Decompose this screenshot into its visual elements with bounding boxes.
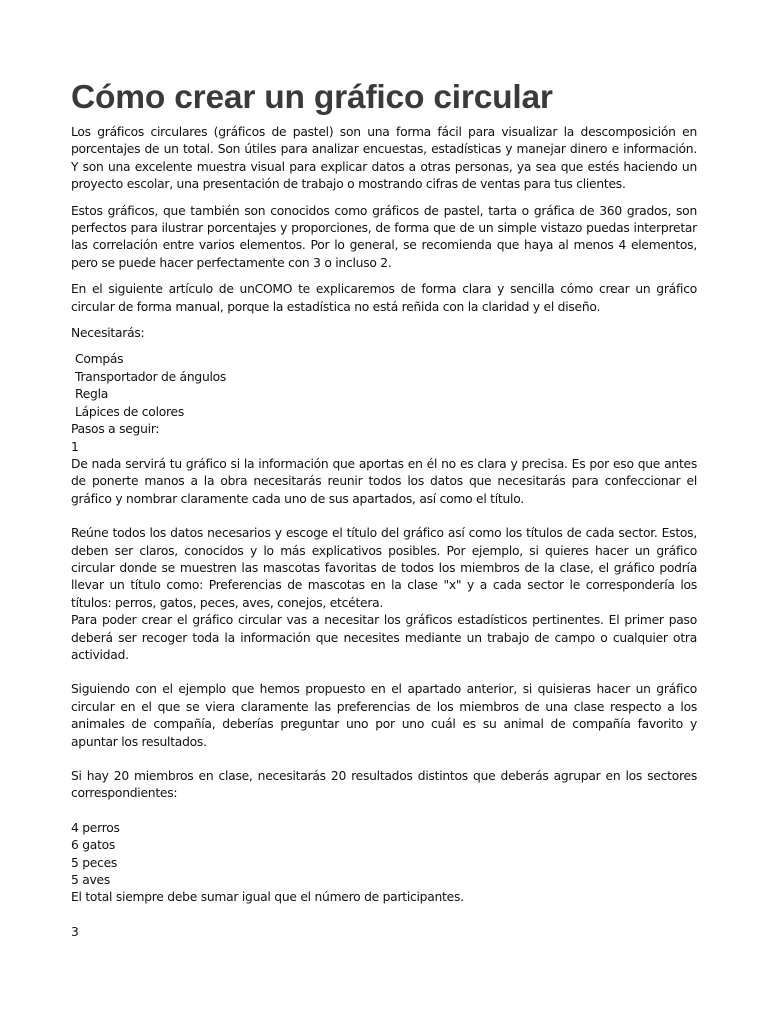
intro-paragraph-2: Estos gráficos, que también son conocidos como gráficos de pastel, tarta o gráfica de 360 grados, son perfectos para ilustrar porcentajes y proporciones, de forma que de un simple vistazo puedas interpretar las correlación entre varios elementos. Por lo general, se recomienda que haya al menos 4 elementos, pero se puede hacer perfectamente con 3 o incluso 2. [71, 203, 697, 270]
list-item: 6 gatos [71, 838, 116, 853]
step1-paragraph-2: Reúne todos los datos necesarios y escoge el título del gráfico así como los títulos de cada sector. Estos, deben ser claros, conocidos y lo más explicativos posibles. Por ejemplo, si quieres hacer un gráfico circular donde se muestren las mascotas favoritas de todos los miembros de la clase, el gráfico podría llevar un título como: Preferencias de mascotas en la clase "x" y a cada sector le correspondería los títulos: perros, gatos, peces, aves, conejos, etcétera. [71, 526, 697, 610]
article-body [71, 124, 697, 941]
list-item: Lápices de colores [75, 404, 185, 419]
needs-list [71, 351, 697, 421]
list-item: Transportador de ángulos [75, 369, 227, 384]
list-item: Regla [75, 387, 109, 402]
list-item: 4 perros [71, 820, 120, 835]
step1-paragraph-4: Siguiendo con el ejemplo que hemos propuesto en el apartado anterior, si quisieras hacer un gráfico circular en el que se viera claramente las preferencias de los miembros de una clase respecto a los animales de compañía, deberías preguntar uno por uno cuál es su animal de compañía favorito y apuntar los resultados. [71, 682, 697, 749]
list-item: Compás [75, 352, 124, 367]
step-number: 3 [71, 924, 79, 939]
step-number: 1 [71, 439, 79, 454]
list-item: 5 aves [71, 873, 111, 888]
needs-label: Necesitarás: [71, 326, 145, 341]
step1-paragraph-5: Si hay 20 miembros en clase, necesitarás 20 resultados distintos que deberás agrupar en los sectores correspondientes: [71, 769, 697, 801]
step1-paragraph-1: De nada servirá tu gráfico si la información que aportas en él no es clara y precisa. Es por eso que antes de ponerte manos a la obra necesitarás reunir todos los datos que necesitarás para confeccionar el gráfico y nombrar claramente cada uno de sus apartados, así como el título. [71, 456, 697, 506]
steps-label: Pasos a seguir: [71, 422, 160, 437]
intro-paragraph-3: En el siguiente artículo de unCOMO te explicaremos de forma clara y sencilla cómo crear un gráfico circular de forma manual, porque la estadística no está reñida con la claridad y el diseño. [71, 282, 697, 314]
page-title: Cómo crear un gráfico circular [71, 79, 553, 116]
list-item: 5 peces [71, 855, 118, 870]
results-list [71, 820, 697, 890]
step1-paragraph-3: Para poder crear el gráfico circular vas a necesitar los gráficos estadísticos pertinentes. El primer paso deberá ser recoger toda la información que necesites mediante un trabajo de campo o cualquier otra actividad. [71, 613, 697, 662]
intro-paragraph-1: Los gráficos circulares (gráficos de pastel) son una forma fácil para visualizar la descomposición en porcentajes de un total. Son útiles para analizar encuestas, estadísticas y manejar dinero e información. Y son una excelente muestra visual para explicar datos a otras personas, ya sea que estés haciendo un proyecto escolar, una presentación de trabajo o mostrando cifras de ventas para tus clientes. [71, 125, 697, 192]
total-note: El total siempre debe sumar igual que el número de participantes. [71, 890, 464, 905]
